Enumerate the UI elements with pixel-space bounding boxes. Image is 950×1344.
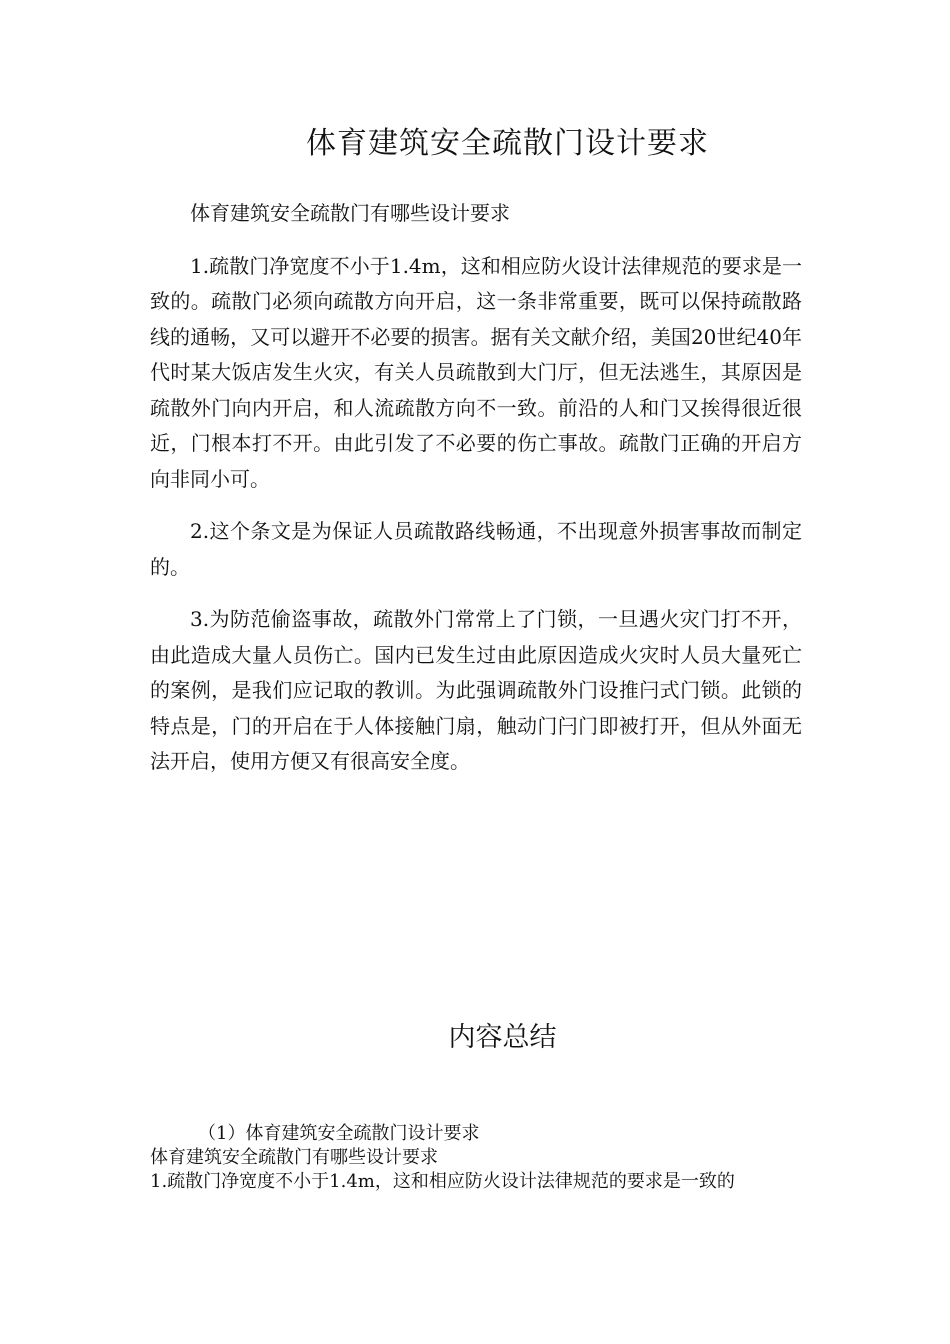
summary-section <box>150 1122 800 1194</box>
paragraph-3: 3.为防范偷盗事故，疏散外门常常上了门锁，一旦遇火灾门打不开，由此造成大量人员伤亡。国内已发生过由此原因造成火灾时人员大量死亡的案例，是我们应记取的教训。为此强调疏散外门设推闩式门锁。此锁的特点是，门的开启在于人体接触门扇，触动门闩门即被打开，但从外面无法开启，使用方便又有很高安全度。 <box>150 607 802 773</box>
summary-title: 内容总结 <box>448 1022 557 1053</box>
document-title: 体育建筑安全疏散门设计要求 <box>306 126 709 161</box>
paragraph-1: 1.疏散门净宽度不小于1.4m，这和相应防火设计法律规范的要求是一致的。疏散门必须向疏散方向开启，这一条非常重要，既可以保持疏散路线的通畅，又可以避开不必要的损害。据有关文献介绍，美国20世纪40年代时某大饭店发生火灾，有关人员疏散到大门厅，但无法逃生，其原因是疏散外门向内开启，和人流疏散方向不一致。前沿的人和门又挨得很近很近，门根本打不开。由此引发了不必要的伤亡事故。疏散门正确的开启方向非同小可。 <box>150 253 802 491</box>
summary-line-1: （1）体育建筑安全疏散门设计要求 <box>198 1123 480 1144</box>
paragraph-2: 2.这个条文是为保证人员疏散路线畅通，不出现意外损害事故而制定的。 <box>150 519 802 579</box>
document-body <box>150 196 802 797</box>
summary-line-2: 体育建筑安全疏散门有哪些设计要求 <box>150 1147 438 1168</box>
summary-line-3: 1.疏散门净宽度不小于1.4m，这和相应防火设计法律规范的要求是一致的 <box>150 1171 735 1192</box>
paragraph-intro: 体育建筑安全疏散门有哪些设计要求 <box>190 201 510 225</box>
